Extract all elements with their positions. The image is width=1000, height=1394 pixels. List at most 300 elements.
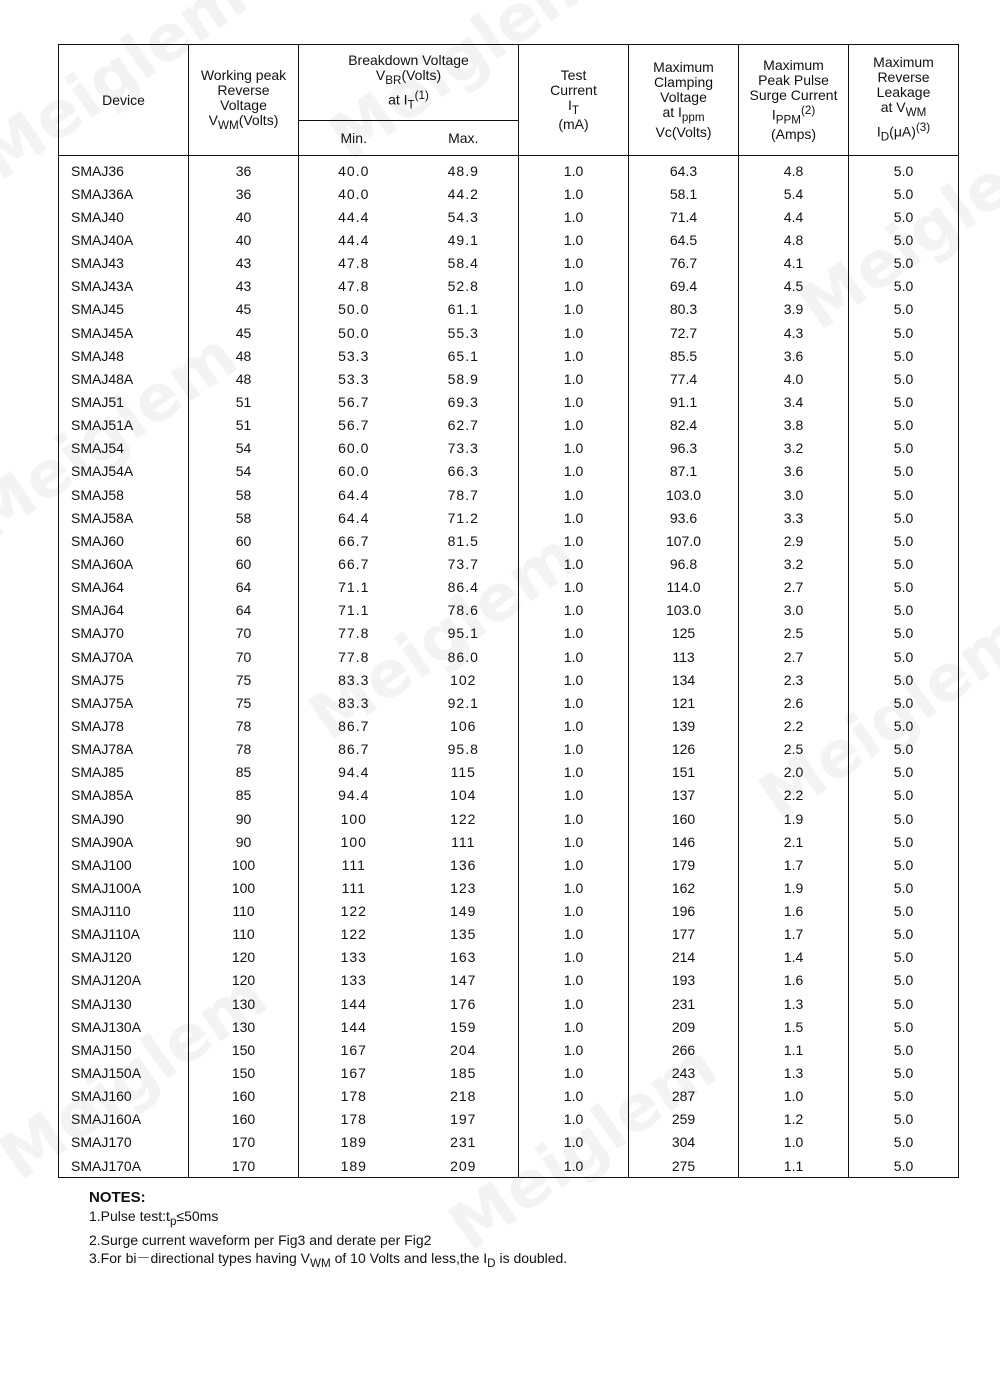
cell-leakage-current: 5.0 [849,252,959,275]
cell-leakage-current: 5.0 [849,460,959,483]
cell-breakdown-max: 44.2 [409,182,519,205]
cell-device: SMAJ60A [59,552,189,575]
cell-clamping-voltage: 85.5 [629,344,739,367]
cell-peak-pulse-current: 1.9 [739,876,849,899]
table-row [59,900,959,923]
cell-leakage-current: 5.0 [849,321,959,344]
cell-breakdown-min: 111 [299,853,409,876]
cell-breakdown-min: 178 [299,1108,409,1131]
cell-breakdown-max: 55.3 [409,321,519,344]
table-row [59,923,959,946]
cell-breakdown-min: 167 [299,1038,409,1061]
cell-device: SMAJ48A [59,367,189,390]
cell-leakage-current: 5.0 [849,784,959,807]
cell-leakage-current: 5.0 [849,1061,959,1084]
table-row [59,252,959,275]
cell-working-voltage: 48 [189,367,299,390]
cell-device: SMAJ150 [59,1038,189,1061]
table-row [59,367,959,390]
cell-breakdown-max: 71.2 [409,506,519,529]
cell-clamping-voltage: 103.0 [629,599,739,622]
cell-breakdown-max: 111 [409,830,519,853]
cell-clamping-voltage: 193 [629,969,739,992]
table-row [59,1038,959,1061]
cell-leakage-current: 5.0 [849,275,959,298]
cell-working-voltage: 150 [189,1061,299,1084]
table-row [59,714,959,737]
cell-peak-pulse-current: 1.4 [739,946,849,969]
cell-device: SMAJ100A [59,876,189,899]
cell-device: SMAJ75 [59,668,189,691]
cell-clamping-voltage: 162 [629,876,739,899]
table-row [59,784,959,807]
cell-breakdown-min: 40.0 [299,156,409,183]
cell-working-voltage: 160 [189,1108,299,1131]
cell-peak-pulse-current: 3.0 [739,483,849,506]
table-row [59,205,959,228]
cell-working-voltage: 70 [189,622,299,645]
cell-leakage-current: 5.0 [849,1015,959,1038]
cell-test-current: 1.0 [519,1038,629,1061]
cell-leakage-current: 5.0 [849,645,959,668]
table-row [59,390,959,413]
cell-clamping-voltage: 91.1 [629,390,739,413]
cell-clamping-voltage: 160 [629,807,739,830]
header-device: Device [59,45,189,156]
cell-leakage-current: 5.0 [849,807,959,830]
cell-leakage-current: 5.0 [849,228,959,251]
cell-breakdown-min: 122 [299,923,409,946]
cell-leakage-current: 5.0 [849,668,959,691]
cell-breakdown-max: 73.3 [409,437,519,460]
cell-leakage-current: 5.0 [849,576,959,599]
cell-clamping-voltage: 69.4 [629,275,739,298]
cell-breakdown-max: 61.1 [409,298,519,321]
cell-device: SMAJ170 [59,1131,189,1154]
cell-clamping-voltage: 287 [629,1085,739,1108]
cell-breakdown-max: 81.5 [409,529,519,552]
cell-working-voltage: 48 [189,344,299,367]
cell-test-current: 1.0 [519,1061,629,1084]
cell-peak-pulse-current: 4.3 [739,321,849,344]
cell-breakdown-max: 104 [409,784,519,807]
note-1: 1.Pulse $test:t_p\le 50ms$ [89,1208,219,1228]
table-row [59,622,959,645]
cell-device: SMAJ43 [59,252,189,275]
cell-breakdown-max: 95.8 [409,738,519,761]
table-row [59,483,959,506]
header-min: Min. [299,121,409,156]
table-row [59,876,959,899]
cell-leakage-current: 5.0 [849,900,959,923]
cell-working-voltage: 51 [189,390,299,413]
cell-clamping-voltage: 243 [629,1061,739,1084]
cell-leakage-current: 5.0 [849,853,959,876]
cell-peak-pulse-current: 4.8 [739,228,849,251]
cell-working-voltage: 75 [189,668,299,691]
cell-breakdown-min: 56.7 [299,414,409,437]
cell-leakage-current: 5.0 [849,506,959,529]
cell-test-current: 1.0 [519,830,629,853]
cell-test-current: 1.0 [519,252,629,275]
table-row [59,969,959,992]
cell-breakdown-min: 86.7 [299,738,409,761]
cell-breakdown-min: 71.1 [299,599,409,622]
table-row [59,437,959,460]
cell-test-current: 1.0 [519,228,629,251]
cell-breakdown-max: 176 [409,992,519,1015]
cell-working-voltage: 43 [189,275,299,298]
cell-working-voltage: 60 [189,552,299,575]
cell-device: SMAJ130A [59,1015,189,1038]
cell-working-voltage: 54 [189,460,299,483]
cell-device: SMAJ150A [59,1061,189,1084]
cell-working-voltage: 85 [189,761,299,784]
cell-clamping-voltage: 72.7 [629,321,739,344]
cell-clamping-voltage: 259 [629,1108,739,1131]
cell-test-current: 1.0 [519,414,629,437]
cell-breakdown-max: 92.1 [409,691,519,714]
cell-test-current: 1.0 [519,483,629,506]
cell-test-current: 1.0 [519,344,629,367]
cell-working-voltage: 130 [189,1015,299,1038]
cell-breakdown-max: 78.7 [409,483,519,506]
header-peak-pulse-current: Maximum Peak Pulse Surge Current $I_{PPM}^{(2)}$ (Amps) [739,45,849,156]
cell-clamping-voltage: 113 [629,645,739,668]
cell-test-current: 1.0 [519,156,629,183]
notes-title: NOTES: [89,1189,146,1206]
cell-clamping-voltage: 107.0 [629,529,739,552]
cell-peak-pulse-current: 4.1 [739,252,849,275]
cell-test-current: 1.0 [519,1015,629,1038]
cell-breakdown-min: 53.3 [299,367,409,390]
table-row [59,576,959,599]
cell-test-current: 1.0 [519,992,629,1015]
cell-breakdown-min: 167 [299,1061,409,1084]
table-row [59,1108,959,1131]
cell-leakage-current: 5.0 [849,1154,959,1178]
cell-test-current: 1.0 [519,622,629,645]
cell-test-current: 1.0 [519,900,629,923]
cell-leakage-current: 5.0 [849,923,959,946]
cell-breakdown-max: 204 [409,1038,519,1061]
header-test-current: Test Current $I_T$ (mA) [519,45,629,156]
cell-test-current: 1.0 [519,645,629,668]
cell-working-voltage: 75 [189,691,299,714]
cell-peak-pulse-current: 1.2 [739,1108,849,1131]
cell-test-current: 1.0 [519,738,629,761]
cell-device: SMAJ70A [59,645,189,668]
cell-working-voltage: 51 [189,414,299,437]
table-row [59,182,959,205]
cell-test-current: 1.0 [519,367,629,390]
cell-peak-pulse-current: 3.2 [739,552,849,575]
cell-test-current: 1.0 [519,807,629,830]
cell-breakdown-min: 83.3 [299,668,409,691]
cell-breakdown-max: 231 [409,1131,519,1154]
cell-breakdown-max: 135 [409,923,519,946]
table-row [59,298,959,321]
cell-breakdown-min: 44.4 [299,205,409,228]
cell-test-current: 1.0 [519,876,629,899]
cell-leakage-current: 5.0 [849,1085,959,1108]
table-row [59,529,959,552]
table-row [59,807,959,830]
cell-working-voltage: 54 [189,437,299,460]
cell-device: SMAJ90 [59,807,189,830]
cell-test-current: 1.0 [519,552,629,575]
cell-test-current: 1.0 [519,853,629,876]
cell-breakdown-max: 123 [409,876,519,899]
cell-breakdown-min: 47.8 [299,275,409,298]
cell-device: SMAJ54A [59,460,189,483]
cell-breakdown-min: 178 [299,1085,409,1108]
table-row [59,645,959,668]
table-row [59,668,959,691]
cell-breakdown-min: 77.8 [299,622,409,645]
cell-device: SMAJ120A [59,969,189,992]
cell-leakage-current: 5.0 [849,714,959,737]
cell-peak-pulse-current: 1.3 [739,1061,849,1084]
cell-device: SMAJ90A [59,830,189,853]
table-row [59,1131,959,1154]
cell-breakdown-max: 197 [409,1108,519,1131]
cell-clamping-voltage: 58.1 [629,182,739,205]
cell-clamping-voltage: 151 [629,761,739,784]
cell-working-voltage: 45 [189,298,299,321]
cell-breakdown-max: 185 [409,1061,519,1084]
cell-breakdown-max: 58.9 [409,367,519,390]
cell-leakage-current: 5.0 [849,1038,959,1061]
cell-leakage-current: 5.0 [849,1131,959,1154]
cell-clamping-voltage: 64.3 [629,156,739,183]
cell-breakdown-max: 66.3 [409,460,519,483]
table-row [59,228,959,251]
cell-peak-pulse-current: 4.0 [739,367,849,390]
note-3: 3.For bi－directional types having $V_{WM}$ of 10 Volts and less,the $I_D$ is doubled. [89,1249,568,1270]
cell-working-voltage: 120 [189,946,299,969]
cell-leakage-current: 5.0 [849,437,959,460]
table-row [59,321,959,344]
cell-leakage-current: 5.0 [849,830,959,853]
cell-test-current: 1.0 [519,761,629,784]
cell-breakdown-max: 95.1 [409,622,519,645]
cell-device: SMAJ160 [59,1085,189,1108]
cell-breakdown-min: 189 [299,1131,409,1154]
cell-working-voltage: 90 [189,830,299,853]
cell-leakage-current: 5.0 [849,761,959,784]
cell-working-voltage: 100 [189,876,299,899]
cell-clamping-voltage: 64.5 [629,228,739,251]
table-row [59,414,959,437]
cell-breakdown-min: 94.4 [299,761,409,784]
cell-breakdown-max: 49.1 [409,228,519,251]
cell-breakdown-min: 144 [299,1015,409,1038]
cell-peak-pulse-current: 2.2 [739,784,849,807]
cell-test-current: 1.0 [519,437,629,460]
cell-working-voltage: 36 [189,182,299,205]
cell-breakdown-min: 40.0 [299,182,409,205]
cell-breakdown-min: 133 [299,969,409,992]
cell-working-voltage: 36 [189,156,299,183]
cell-leakage-current: 5.0 [849,1108,959,1131]
cell-clamping-voltage: 80.3 [629,298,739,321]
cell-peak-pulse-current: 5.4 [739,182,849,205]
cell-device: SMAJ45A [59,321,189,344]
cell-device: SMAJ40 [59,205,189,228]
table-row [59,992,959,1015]
cell-breakdown-max: 62.7 [409,414,519,437]
cell-device: SMAJ130 [59,992,189,1015]
table-row [59,853,959,876]
cell-clamping-voltage: 87.1 [629,460,739,483]
cell-test-current: 1.0 [519,390,629,413]
cell-peak-pulse-current: 2.0 [739,761,849,784]
cell-peak-pulse-current: 1.9 [739,807,849,830]
cell-test-current: 1.0 [519,321,629,344]
cell-device: SMAJ36 [59,156,189,183]
cell-breakdown-max: 159 [409,1015,519,1038]
cell-device: SMAJ48 [59,344,189,367]
cell-breakdown-min: 111 [299,876,409,899]
cell-clamping-voltage: 304 [629,1131,739,1154]
cell-clamping-voltage: 93.6 [629,506,739,529]
cell-breakdown-max: 102 [409,668,519,691]
cell-clamping-voltage: 179 [629,853,739,876]
cell-breakdown-max: 78.6 [409,599,519,622]
cell-device: SMAJ78A [59,738,189,761]
cell-device: SMAJ58A [59,506,189,529]
spec-table [58,44,959,1178]
cell-clamping-voltage: 275 [629,1154,739,1178]
cell-breakdown-max: 163 [409,946,519,969]
cell-working-voltage: 78 [189,714,299,737]
cell-test-current: 1.0 [519,969,629,992]
cell-leakage-current: 5.0 [849,691,959,714]
cell-breakdown-min: 100 [299,807,409,830]
cell-peak-pulse-current: 2.7 [739,645,849,668]
cell-peak-pulse-current: 2.6 [739,691,849,714]
cell-test-current: 1.0 [519,923,629,946]
cell-peak-pulse-current: 1.7 [739,923,849,946]
cell-test-current: 1.0 [519,576,629,599]
cell-breakdown-max: 115 [409,761,519,784]
cell-working-voltage: 85 [189,784,299,807]
cell-working-voltage: 45 [189,321,299,344]
cell-breakdown-min: 100 [299,830,409,853]
cell-device: SMAJ75A [59,691,189,714]
cell-working-voltage: 170 [189,1154,299,1178]
cell-peak-pulse-current: 3.4 [739,390,849,413]
table-row [59,1061,959,1084]
table-row [59,691,959,714]
cell-leakage-current: 5.0 [849,529,959,552]
cell-breakdown-max: 65.1 [409,344,519,367]
cell-breakdown-max: 106 [409,714,519,737]
cell-clamping-voltage: 214 [629,946,739,969]
cell-breakdown-min: 133 [299,946,409,969]
cell-working-voltage: 170 [189,1131,299,1154]
cell-clamping-voltage: 125 [629,622,739,645]
header-clamping-voltage: Maximum Clamping Voltage at $I_{ppm}$ Vc(Volts) [629,45,739,156]
cell-working-voltage: 78 [189,738,299,761]
cell-peak-pulse-current: 3.3 [739,506,849,529]
note-2: 2.Surge current waveform per Fig3 and derate per Fig2 [89,1231,432,1248]
cell-clamping-voltage: 196 [629,900,739,923]
cell-breakdown-max: 122 [409,807,519,830]
cell-peak-pulse-current: 2.7 [739,576,849,599]
cell-peak-pulse-current: 1.6 [739,969,849,992]
cell-device: SMAJ70 [59,622,189,645]
cell-clamping-voltage: 139 [629,714,739,737]
cell-breakdown-min: 56.7 [299,390,409,413]
cell-leakage-current: 5.0 [849,622,959,645]
cell-breakdown-min: 71.1 [299,576,409,599]
cell-breakdown-min: 50.0 [299,298,409,321]
cell-working-voltage: 110 [189,900,299,923]
cell-test-current: 1.0 [519,275,629,298]
cell-breakdown-min: 64.4 [299,506,409,529]
cell-peak-pulse-current: 4.8 [739,156,849,183]
cell-breakdown-min: 66.7 [299,529,409,552]
cell-test-current: 1.0 [519,946,629,969]
cell-clamping-voltage: 231 [629,992,739,1015]
cell-device: SMAJ51A [59,414,189,437]
table-row [59,156,959,183]
cell-peak-pulse-current: 1.5 [739,1015,849,1038]
cell-device: SMAJ78 [59,714,189,737]
cell-peak-pulse-current: 2.3 [739,668,849,691]
cell-clamping-voltage: 114.0 [629,576,739,599]
cell-working-voltage: 70 [189,645,299,668]
cell-clamping-voltage: 146 [629,830,739,853]
cell-leakage-current: 5.0 [849,483,959,506]
cell-peak-pulse-current: 2.5 [739,622,849,645]
cell-peak-pulse-current: 1.7 [739,853,849,876]
cell-peak-pulse-current: 3.0 [739,599,849,622]
cell-leakage-current: 5.0 [849,552,959,575]
cell-breakdown-min: 60.0 [299,437,409,460]
cell-leakage-current: 5.0 [849,390,959,413]
cell-clamping-voltage: 121 [629,691,739,714]
cell-breakdown-max: 149 [409,900,519,923]
cell-breakdown-max: 86.4 [409,576,519,599]
cell-breakdown-min: 86.7 [299,714,409,737]
cell-leakage-current: 5.0 [849,992,959,1015]
cell-peak-pulse-current: 4.4 [739,205,849,228]
cell-clamping-voltage: 76.7 [629,252,739,275]
cell-leakage-current: 5.0 [849,205,959,228]
cell-peak-pulse-current: 1.1 [739,1038,849,1061]
cell-device: SMAJ170A [59,1154,189,1178]
cell-device: SMAJ40A [59,228,189,251]
cell-clamping-voltage: 177 [629,923,739,946]
table-row [59,552,959,575]
cell-breakdown-max: 86.0 [409,645,519,668]
table-row [59,599,959,622]
cell-peak-pulse-current: 3.8 [739,414,849,437]
cell-clamping-voltage: 82.4 [629,414,739,437]
cell-breakdown-min: 144 [299,992,409,1015]
cell-leakage-current: 5.0 [849,344,959,367]
cell-leakage-current: 5.0 [849,969,959,992]
cell-device: SMAJ58 [59,483,189,506]
cell-device: SMAJ110A [59,923,189,946]
cell-clamping-voltage: 137 [629,784,739,807]
cell-clamping-voltage: 77.4 [629,367,739,390]
cell-peak-pulse-current: 2.5 [739,738,849,761]
header-max: Max. [409,121,519,156]
